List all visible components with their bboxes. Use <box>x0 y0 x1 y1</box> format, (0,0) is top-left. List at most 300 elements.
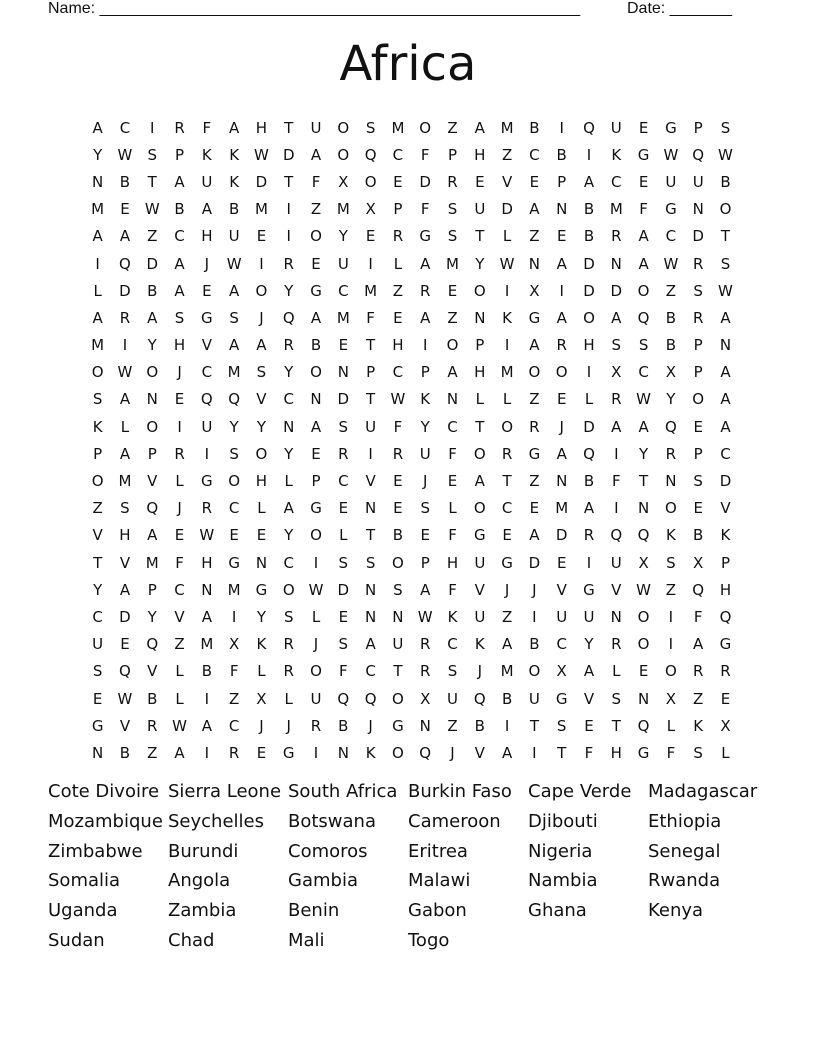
grid-letter: N <box>419 716 431 735</box>
grid-letter: U <box>92 635 104 654</box>
grid-letter: K <box>474 635 485 654</box>
grid-letter: G <box>555 689 568 708</box>
word-bank-item: Uganda <box>48 900 118 922</box>
grid-letter: U <box>474 607 486 626</box>
grid-letter: Y <box>284 281 294 300</box>
grid-letter: W <box>663 254 679 273</box>
grid-letter: N <box>337 363 349 382</box>
grid-letter: D <box>119 607 131 626</box>
grid-letter: Y <box>420 417 430 436</box>
grid-letter: I <box>313 743 319 762</box>
grid-letter: A <box>174 281 185 300</box>
grid-letter: S <box>120 499 130 518</box>
grid-letter: I <box>204 444 210 463</box>
grid-letter: S <box>283 607 294 626</box>
grid-letter: A <box>556 444 567 463</box>
grid-letter: E <box>529 499 540 518</box>
grid-letter: L <box>120 417 130 436</box>
grid-letter: Y <box>475 254 485 273</box>
grid-letter: D <box>419 172 431 191</box>
word-bank-item: Rwanda <box>648 870 721 892</box>
word-bank-item: Sierra Leone <box>168 781 282 802</box>
grid-letter: I <box>559 281 564 300</box>
grid-letter: E <box>338 336 349 355</box>
grid-letter: G <box>310 281 322 300</box>
grid-letter: I <box>422 336 428 355</box>
grid-letter: S <box>693 472 703 491</box>
grid-letter: Q <box>364 689 377 708</box>
grid-letter: E <box>393 172 403 191</box>
grid-letter: T <box>529 716 539 735</box>
grid-letter: N <box>92 743 104 762</box>
grid-letter: P <box>557 172 567 191</box>
grid-letter: Q <box>637 526 650 545</box>
grid-letter: V <box>501 172 513 191</box>
grid-letter: E <box>311 254 321 273</box>
grid-letter: S <box>147 145 157 164</box>
grid-letter: F <box>666 743 676 762</box>
grid-letter: S <box>338 417 349 436</box>
grid-letter: V <box>556 580 567 599</box>
grid-letter: R <box>419 635 431 654</box>
grid-letter: I <box>95 254 100 273</box>
grid-letter: N <box>201 580 213 599</box>
grid-letter: C <box>283 553 294 572</box>
grid-letter: X <box>365 200 376 219</box>
grid-letter: N <box>446 390 459 409</box>
grid-letter: K <box>201 145 212 164</box>
word-bank-item: Chad <box>168 929 215 951</box>
grid-letter: O <box>91 472 104 491</box>
grid-letter: E <box>502 526 512 545</box>
grid-letter: A <box>638 254 649 273</box>
grid-letter: N <box>556 472 568 491</box>
grid-letter: R <box>692 308 704 327</box>
grid-letter: J <box>477 662 483 681</box>
grid-letter: B <box>529 118 540 137</box>
grid-letter: Q <box>364 145 377 164</box>
grid-letter: F <box>366 308 375 327</box>
grid-letter: A <box>174 254 185 273</box>
grid-letter: G <box>637 743 650 762</box>
grid-letter: T <box>366 390 376 409</box>
grid-letter: U <box>665 172 677 191</box>
grid-letter: R <box>174 118 185 137</box>
grid-letter: V <box>119 716 131 735</box>
grid-letter: Z <box>447 118 458 137</box>
grid-letter: X <box>228 635 240 654</box>
grid-letter: H <box>255 118 268 137</box>
grid-letter: B <box>529 635 540 654</box>
grid-letter: E <box>693 417 703 436</box>
grid-letter: N <box>310 390 322 409</box>
grid-letter: M <box>446 254 459 273</box>
grid-letter: C <box>447 417 458 436</box>
word-bank-item: Seychelles <box>168 810 264 832</box>
grid-letter: W <box>636 580 651 599</box>
grid-letter: Z <box>665 580 677 599</box>
grid-letter: O <box>310 227 322 246</box>
word-bank-item: Nambia <box>528 870 598 892</box>
grid-letter: T <box>393 662 403 681</box>
grid-letter: J <box>559 417 564 436</box>
grid-letter: E <box>447 281 458 300</box>
grid-letter: O <box>719 200 732 219</box>
grid-letter: X <box>611 363 622 382</box>
grid-letter: O <box>392 689 404 708</box>
grid-letter: R <box>419 662 431 681</box>
grid-letter: L <box>612 662 621 681</box>
grid-letter: L <box>721 743 730 762</box>
grid-letter: U <box>337 254 349 273</box>
grid-letter: Z <box>147 227 158 246</box>
grid-letter: L <box>502 390 512 409</box>
grid-letter: O <box>419 118 432 137</box>
grid-letter: I <box>231 607 237 626</box>
grid-letter: G <box>528 444 541 463</box>
grid-letter: T <box>366 336 376 355</box>
grid-letter: A <box>529 200 540 219</box>
grid-letter: L <box>257 662 266 681</box>
grid-letter: F <box>448 444 457 463</box>
grid-letter: A <box>474 472 485 491</box>
grid-letter: V <box>365 472 376 491</box>
word-bank-item: Cameroon <box>408 810 501 832</box>
grid-letter: I <box>204 743 210 762</box>
grid-letter: P <box>93 444 103 463</box>
grid-letter: P <box>311 472 321 491</box>
grid-letter: O <box>583 308 595 327</box>
grid-letter: N <box>365 580 377 599</box>
grid-letter: A <box>611 417 622 436</box>
grid-letter: A <box>174 172 185 191</box>
grid-letter: L <box>666 716 676 735</box>
grid-letter: A <box>119 390 131 409</box>
grid-letter: Z <box>693 689 704 708</box>
grid-letter: E <box>393 308 403 327</box>
grid-letter: R <box>283 254 294 273</box>
grid-letter: A <box>201 200 212 219</box>
grid-letter: R <box>611 227 622 246</box>
grid-letter: B <box>338 716 349 735</box>
grid-letter: S <box>420 499 430 518</box>
grid-letter: M <box>91 336 105 355</box>
grid-letter: Y <box>284 363 294 382</box>
grid-letter: F <box>584 743 594 762</box>
word-bank-item: Burkin Faso <box>408 781 512 802</box>
grid-letter: R <box>283 662 294 681</box>
grid-letter: L <box>448 499 457 518</box>
grid-letter: B <box>201 662 212 681</box>
grid-letter: Y <box>93 580 103 599</box>
grid-letter: U <box>228 227 240 246</box>
grid-letter: V <box>147 662 158 681</box>
grid-letter: Q <box>146 635 159 654</box>
grid-letter: A <box>583 172 595 191</box>
grid-letter: Z <box>228 689 240 708</box>
grid-letter: O <box>146 417 159 436</box>
grid-letter: K <box>447 607 458 626</box>
grid-letter: G <box>282 743 295 762</box>
grid-letter: A <box>310 145 322 164</box>
grid-letter: Z <box>529 227 540 246</box>
grid-letter: B <box>119 743 131 762</box>
grid-letter: I <box>532 607 537 626</box>
grid-letter: U <box>201 417 213 436</box>
grid-letter: C <box>338 281 349 300</box>
grid-letter: E <box>638 118 649 137</box>
name-field: Name: ______________________________________________________ <box>48 0 581 17</box>
grid-letter: A <box>92 118 103 137</box>
grid-letter: T <box>284 172 294 191</box>
grid-letter: B <box>147 689 158 708</box>
grid-letter: G <box>255 580 268 599</box>
grid-letter: A <box>229 118 240 137</box>
grid-letter: I <box>204 689 210 708</box>
grid-letter: O <box>91 363 104 382</box>
grid-letter: R <box>501 444 513 463</box>
grid-letter: J <box>504 580 510 599</box>
grid-letter: F <box>339 662 348 681</box>
grid-letter: M <box>500 662 514 681</box>
grid-letter: F <box>175 553 184 572</box>
grid-letter: D <box>528 553 541 572</box>
grid-letter: G <box>201 472 213 491</box>
grid-letter: N <box>92 172 104 191</box>
grid-letter: R <box>665 444 677 463</box>
grid-letter: G <box>201 308 213 327</box>
grid-letter: W <box>308 580 324 599</box>
grid-letter: O <box>310 363 322 382</box>
grid-letter: S <box>638 336 649 355</box>
grid-letter: P <box>447 145 458 164</box>
word-bank-item: Angola <box>168 870 231 892</box>
grid-letter: E <box>556 390 567 409</box>
grid-letter: Z <box>501 145 513 164</box>
grid-letter: O <box>255 281 268 300</box>
grid-letter: Q <box>337 689 350 708</box>
grid-letter: C <box>556 635 567 654</box>
grid-letter: Q <box>228 390 241 409</box>
grid-letter: X <box>529 281 540 300</box>
grid-letter: Y <box>229 417 239 436</box>
grid-letter: L <box>257 499 266 518</box>
grid-letter: E <box>393 499 403 518</box>
grid-letter: P <box>420 553 430 572</box>
grid-letter: C <box>201 363 213 382</box>
grid-letter: C <box>392 145 404 164</box>
word-bank-item: Malawi <box>408 870 471 892</box>
grid-letter: N <box>665 472 677 491</box>
grid-letter: U <box>583 607 595 626</box>
grid-letter: F <box>448 580 457 599</box>
grid-letter: F <box>420 200 430 219</box>
grid-letter: D <box>692 227 704 246</box>
grid-letter: S <box>447 662 458 681</box>
grid-letter: H <box>583 336 595 355</box>
grid-letter: Z <box>501 607 513 626</box>
grid-letter: Z <box>147 743 158 762</box>
grid-letter: Q <box>146 499 159 518</box>
grid-letter: R <box>392 444 404 463</box>
grid-letter: B <box>392 526 404 545</box>
grid-letter: P <box>693 363 703 382</box>
grid-letter: C <box>611 172 622 191</box>
grid-letter: O <box>392 553 404 572</box>
grid-letter: H <box>392 336 404 355</box>
grid-letter: C <box>174 227 185 246</box>
grid-letter: H <box>610 743 622 762</box>
grid-letter: K <box>229 145 240 164</box>
grid-letter: E <box>174 526 185 545</box>
grid-letter: I <box>586 145 592 164</box>
grid-letter: W <box>117 689 133 708</box>
grid-letter: L <box>284 472 293 491</box>
grid-letter: W <box>499 254 515 273</box>
grid-letter: J <box>259 308 264 327</box>
grid-letter: W <box>144 200 160 219</box>
grid-letter: S <box>92 390 103 409</box>
grid-letter: F <box>311 172 321 191</box>
grid-letter: O <box>337 118 350 137</box>
grid-letter: N <box>637 499 650 518</box>
grid-letter: B <box>556 145 567 164</box>
grid-letter: B <box>583 227 595 246</box>
grid-letter: P <box>420 363 430 382</box>
grid-letter: A <box>310 417 322 436</box>
grid-letter: O <box>555 363 568 382</box>
grid-letter: J <box>204 254 210 273</box>
grid-letter: U <box>392 635 404 654</box>
grid-letter: V <box>474 580 485 599</box>
grid-letter: P <box>693 444 703 463</box>
grid-letter: Q <box>692 145 705 164</box>
grid-letter: Y <box>147 607 157 626</box>
word-bank-item: Djibouti <box>528 810 598 832</box>
grid-letter: E <box>311 444 321 463</box>
grid-letter: J <box>313 635 319 654</box>
grid-letter: S <box>365 553 376 572</box>
grid-letter: X <box>338 172 349 191</box>
grid-letter: O <box>255 444 268 463</box>
grid-letter: M <box>609 200 623 219</box>
grid-letter: R <box>174 444 185 463</box>
grid-letter: D <box>282 145 295 164</box>
grid-letter: G <box>719 635 732 654</box>
grid-letter: E <box>120 200 130 219</box>
grid-letter: K <box>665 526 676 545</box>
grid-letter: A <box>92 308 103 327</box>
grid-letter: Q <box>200 390 213 409</box>
grid-letter: O <box>228 472 241 491</box>
grid-letter: C <box>501 499 513 518</box>
grid-letter: S <box>338 635 349 654</box>
grid-letter: K <box>365 743 376 762</box>
grid-letter: B <box>147 281 158 300</box>
word-bank-item: Cape Verde <box>528 781 632 802</box>
grid-letter: B <box>583 200 595 219</box>
date-field: Date: _______ <box>627 0 732 17</box>
grid-letter: Q <box>664 417 677 436</box>
grid-letter: H <box>173 336 186 355</box>
grid-letter: R <box>147 716 158 735</box>
grid-letter: A <box>365 635 376 654</box>
grid-letter: A <box>92 227 103 246</box>
grid-letter: C <box>338 472 349 491</box>
grid-letter: M <box>145 553 159 572</box>
grid-letter: A <box>529 336 540 355</box>
grid-letter: R <box>283 635 294 654</box>
grid-letter: Q <box>692 580 705 599</box>
grid-letter: Q <box>637 716 650 735</box>
grid-letter: Q <box>583 118 595 137</box>
grid-letter: J <box>286 716 291 735</box>
grid-letter: R <box>556 336 567 355</box>
grid-letter: L <box>311 607 321 626</box>
word-bank-item: Togo <box>408 929 450 951</box>
grid-letter: X <box>693 553 704 572</box>
grid-letter: S <box>693 743 703 762</box>
grid-letter: S <box>229 308 239 327</box>
grid-letter: R <box>201 499 213 518</box>
grid-letter: K <box>420 390 431 409</box>
grid-letter: A <box>201 716 212 735</box>
grid-letter: T <box>720 227 731 246</box>
grid-letter: R <box>392 227 404 246</box>
grid-letter: R <box>228 743 240 762</box>
grid-letter: U <box>610 118 622 137</box>
grid-letter: R <box>611 390 622 409</box>
grid-letter: V <box>92 526 103 545</box>
grid-letter: E <box>202 281 212 300</box>
grid-letter: J <box>450 743 455 762</box>
grid-letter: K <box>611 145 622 164</box>
grid-letter: M <box>91 200 105 219</box>
grid-letter: G <box>501 553 513 572</box>
grid-letter: L <box>175 472 184 491</box>
grid-letter: A <box>119 580 131 599</box>
grid-letter: O <box>146 363 159 382</box>
grid-letter: A <box>720 417 731 436</box>
word-bank-item: Ghana <box>528 900 587 922</box>
grid-letter: R <box>611 635 622 654</box>
grid-letter: Y <box>256 417 267 436</box>
grid-letter: A <box>556 254 567 273</box>
word-bank-item: Botswana <box>288 810 376 832</box>
grid-letter: C <box>119 118 131 137</box>
grid-letter: U <box>556 607 568 626</box>
grid-letter: A <box>501 635 513 654</box>
grid-letter: S <box>666 553 676 572</box>
grid-letter: R <box>447 172 458 191</box>
grid-letter: L <box>502 227 512 246</box>
grid-letter: Q <box>637 308 650 327</box>
word-bank-item: Burundi <box>168 840 239 862</box>
grid-letter: S <box>174 308 185 327</box>
grid-letter: G <box>473 526 486 545</box>
grid-letter: J <box>532 580 537 599</box>
grid-letter: P <box>175 145 185 164</box>
grid-letter: K <box>256 635 267 654</box>
grid-letter: M <box>500 363 514 382</box>
grid-letter: N <box>255 553 268 572</box>
grid-letter: S <box>693 281 703 300</box>
grid-letter: I <box>559 118 564 137</box>
grid-letter: O <box>473 281 486 300</box>
grid-letter: T <box>502 472 512 491</box>
grid-letter: F <box>393 417 403 436</box>
grid-letter: I <box>614 444 619 463</box>
